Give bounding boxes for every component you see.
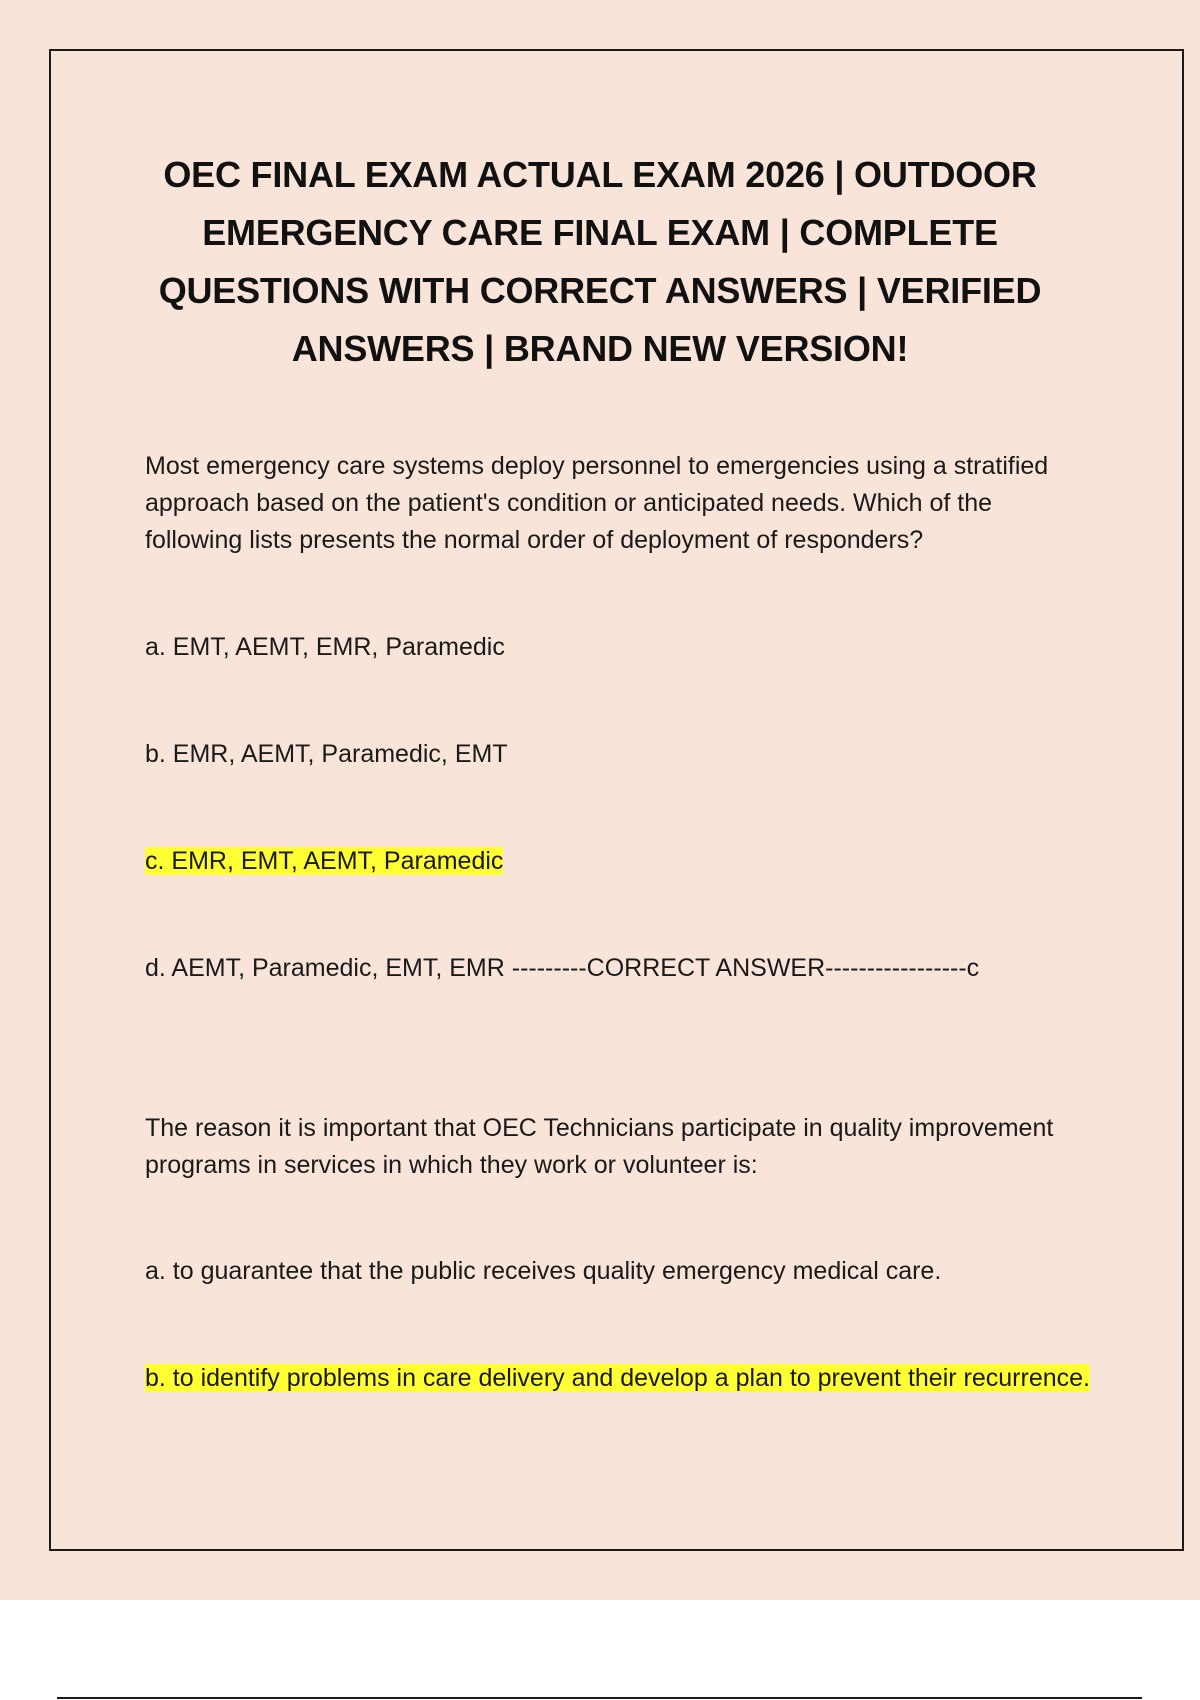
question-1-option-a: a. EMT, AEMT, EMR, Paramedic bbox=[145, 633, 505, 661]
question-1-option-d: d. AEMT, Paramedic, EMT, EMR ---------CORRECT ANSWER-----------------c bbox=[145, 954, 980, 982]
question-1-prompt: Most emergency care systems deploy personnel to emergencies using a stratified approach based on the patient's condition or anticipated needs. Which of the following lists presents the normal order of deployment of responders? bbox=[145, 452, 1049, 554]
document-title: OEC FINAL EXAM ACTUAL EXAM 2026 | OUTDOOR EMERGENCY CARE FINAL EXAM | COMPLETE QUESTIONS WITH CORRECT ANSWERS | VERIFIED ANSWERS | BRAND NEW VERSION! bbox=[158, 154, 1042, 369]
question-2-prompt: The reason it is important that OEC Technicians participate in quality improvement programs in services in which they work or volunteer is: bbox=[145, 1114, 1054, 1179]
footer-divider bbox=[57, 1697, 1142, 1699]
answer-highlight: b. to identify problems in care delivery and develop a plan to prevent their recurrence. bbox=[145, 1364, 1090, 1392]
question-2-option-a: a. to guarantee that the public receives quality emergency medical care. bbox=[145, 1257, 942, 1285]
answer-highlight: c. EMR, EMT, AEMT, Paramedic bbox=[145, 847, 504, 875]
question-1-option-b: b. EMR, AEMT, Paramedic, EMT bbox=[145, 740, 508, 768]
question-1-option-c-correct bbox=[145, 843, 1095, 880]
question-2-option-b-correct bbox=[145, 1360, 1095, 1397]
